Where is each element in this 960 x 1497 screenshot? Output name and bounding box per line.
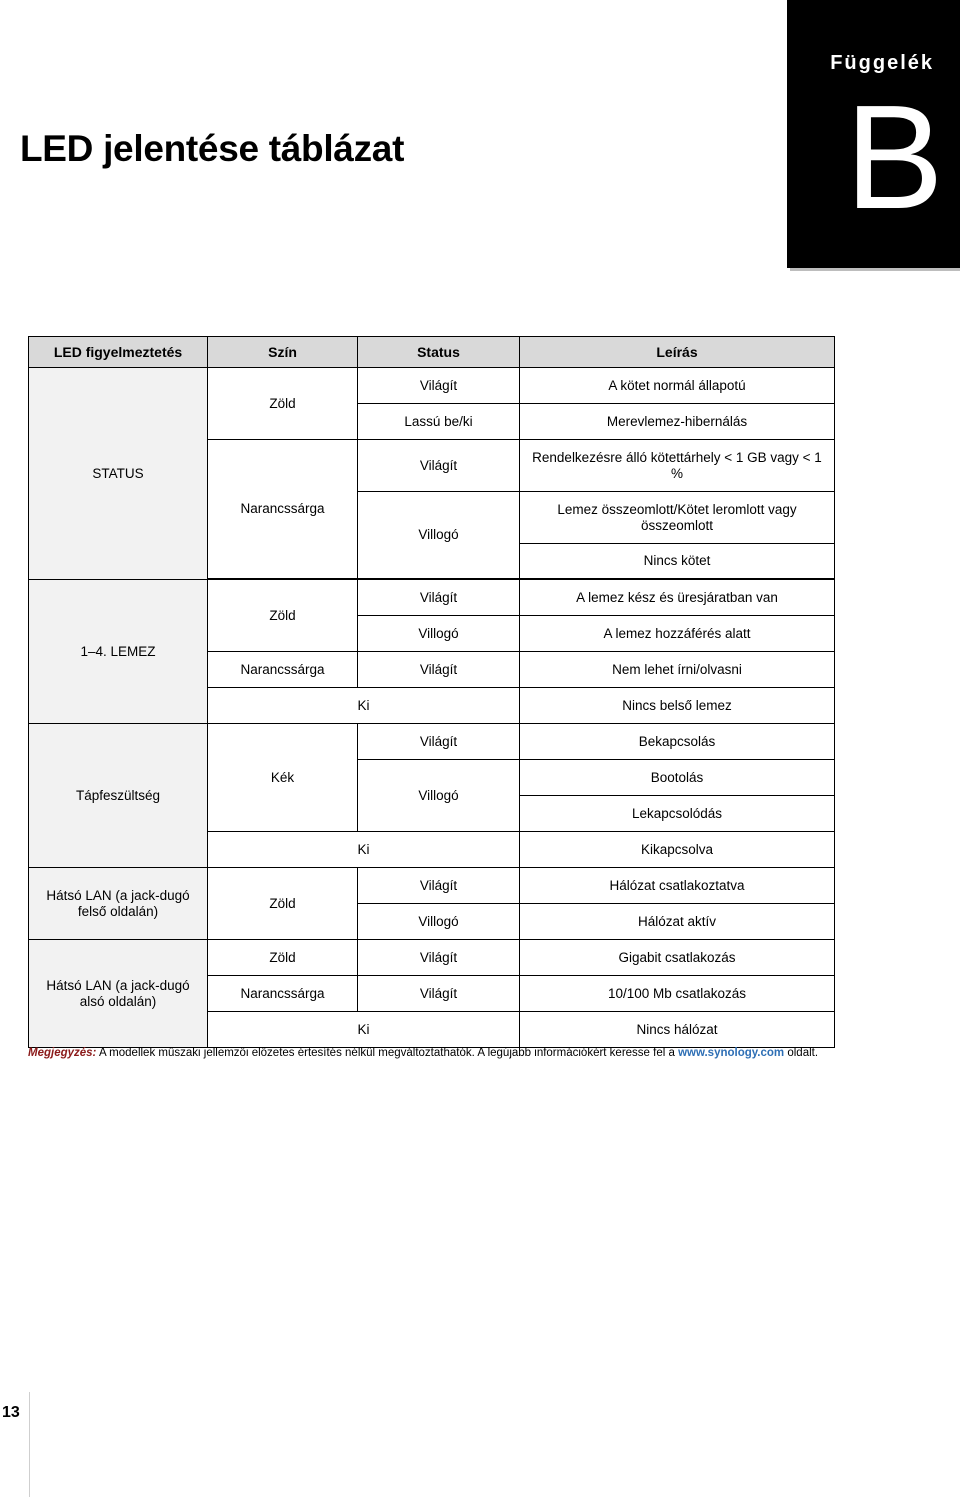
- synology-link[interactable]: www.synology.com: [678, 1047, 785, 1059]
- group-lan-top: Hátsó LAN (a jack-dugó felső oldalán): [29, 868, 208, 940]
- color-cell: Narancssárga: [208, 652, 358, 688]
- description-cell: Rendelkezésre álló kötettárhely < 1 GB vagy < 1 %: [520, 440, 835, 492]
- state-cell: Lassú be/ki: [358, 404, 520, 440]
- header-description: Leírás: [520, 337, 835, 368]
- description-cell: Bootolás: [520, 760, 835, 796]
- footnote: [28, 1047, 818, 1059]
- appendix-letter: B: [845, 75, 944, 240]
- page-title: LED jelentése táblázat: [20, 128, 405, 169]
- group-lan-bottom: Hátsó LAN (a jack-dugó alsó oldalán): [29, 940, 208, 1048]
- state-cell: Villogó: [358, 492, 520, 579]
- note-label: Megjegyzés:: [28, 1047, 97, 1059]
- color-cell: Zöld: [208, 868, 358, 940]
- description-cell: Merevlemez-hibernálás: [520, 404, 835, 440]
- description-cell: Hálózat aktív: [520, 904, 835, 940]
- state-cell: Ki: [208, 688, 520, 724]
- group-power: Tápfeszültség: [29, 724, 208, 868]
- description-cell: Nincs belső lemez: [520, 688, 835, 724]
- state-cell: Világít: [358, 440, 520, 492]
- state-cell: Világít: [358, 652, 520, 688]
- page-number: 13: [2, 1404, 20, 1421]
- description-cell: Hálózat csatlakoztatva: [520, 868, 835, 904]
- description-cell: A kötet normál állapotú: [520, 368, 835, 404]
- header-color: Szín: [208, 337, 358, 368]
- color-cell: Zöld: [208, 368, 358, 440]
- state-cell: Világít: [358, 976, 520, 1012]
- header-status: Status: [358, 337, 520, 368]
- description-cell: A lemez hozzáférés alatt: [520, 616, 835, 652]
- state-cell: Világít: [358, 724, 520, 760]
- color-cell: Zöld: [208, 580, 358, 652]
- state-cell: Világít: [358, 580, 520, 616]
- table-row: [29, 368, 835, 404]
- table-header-row: [29, 337, 835, 368]
- state-cell: Ki: [208, 1012, 520, 1048]
- state-cell: Világít: [358, 868, 520, 904]
- table-row: [29, 724, 835, 760]
- description-cell: Lemez összeomlott/Kötet leromlott vagy összeomlott: [520, 492, 835, 544]
- page-divider: [29, 1392, 30, 1497]
- description-cell: Nincs kötet: [520, 544, 835, 579]
- color-cell: Zöld: [208, 940, 358, 976]
- state-cell: Világít: [358, 368, 520, 404]
- table-row: [29, 868, 835, 904]
- description-cell: 10/100 Mb csatlakozás: [520, 976, 835, 1012]
- appendix-label: Függelék: [830, 52, 934, 74]
- description-cell: Bekapcsolás: [520, 724, 835, 760]
- group-disk: 1–4. LEMEZ: [29, 580, 208, 724]
- description-cell: Nincs hálózat: [520, 1012, 835, 1048]
- header-led: LED figyelmeztetés: [29, 337, 208, 368]
- state-cell: Villogó: [358, 760, 520, 832]
- state-cell: Villogó: [358, 904, 520, 940]
- description-cell: Kikapcsolva: [520, 832, 835, 868]
- description-cell: Nem lehet írni/olvasni: [520, 652, 835, 688]
- note-text: A modellek műszaki jellemzői előzetes értesítés nélkül megváltoztathatók. A legújabb információkért keresse fel a: [96, 1047, 679, 1059]
- description-cell: Lekapcsolódás: [520, 796, 835, 832]
- state-cell: Világít: [358, 940, 520, 976]
- state-cell: Villogó: [358, 616, 520, 652]
- appendix-banner: [787, 0, 960, 268]
- table-row: [29, 940, 835, 976]
- color-cell: Narancssárga: [208, 440, 358, 579]
- note-suffix: oldalt.: [784, 1047, 819, 1059]
- description-cell: Gigabit csatlakozás: [520, 940, 835, 976]
- group-status: STATUS: [29, 368, 208, 580]
- state-cell: Ki: [208, 832, 520, 868]
- color-cell: Narancssárga: [208, 976, 358, 1012]
- led-table: [28, 336, 835, 1048]
- description-cell: A lemez kész és üresjáratban van: [520, 580, 835, 616]
- table-row: [29, 580, 835, 616]
- color-cell: Kék: [208, 724, 358, 832]
